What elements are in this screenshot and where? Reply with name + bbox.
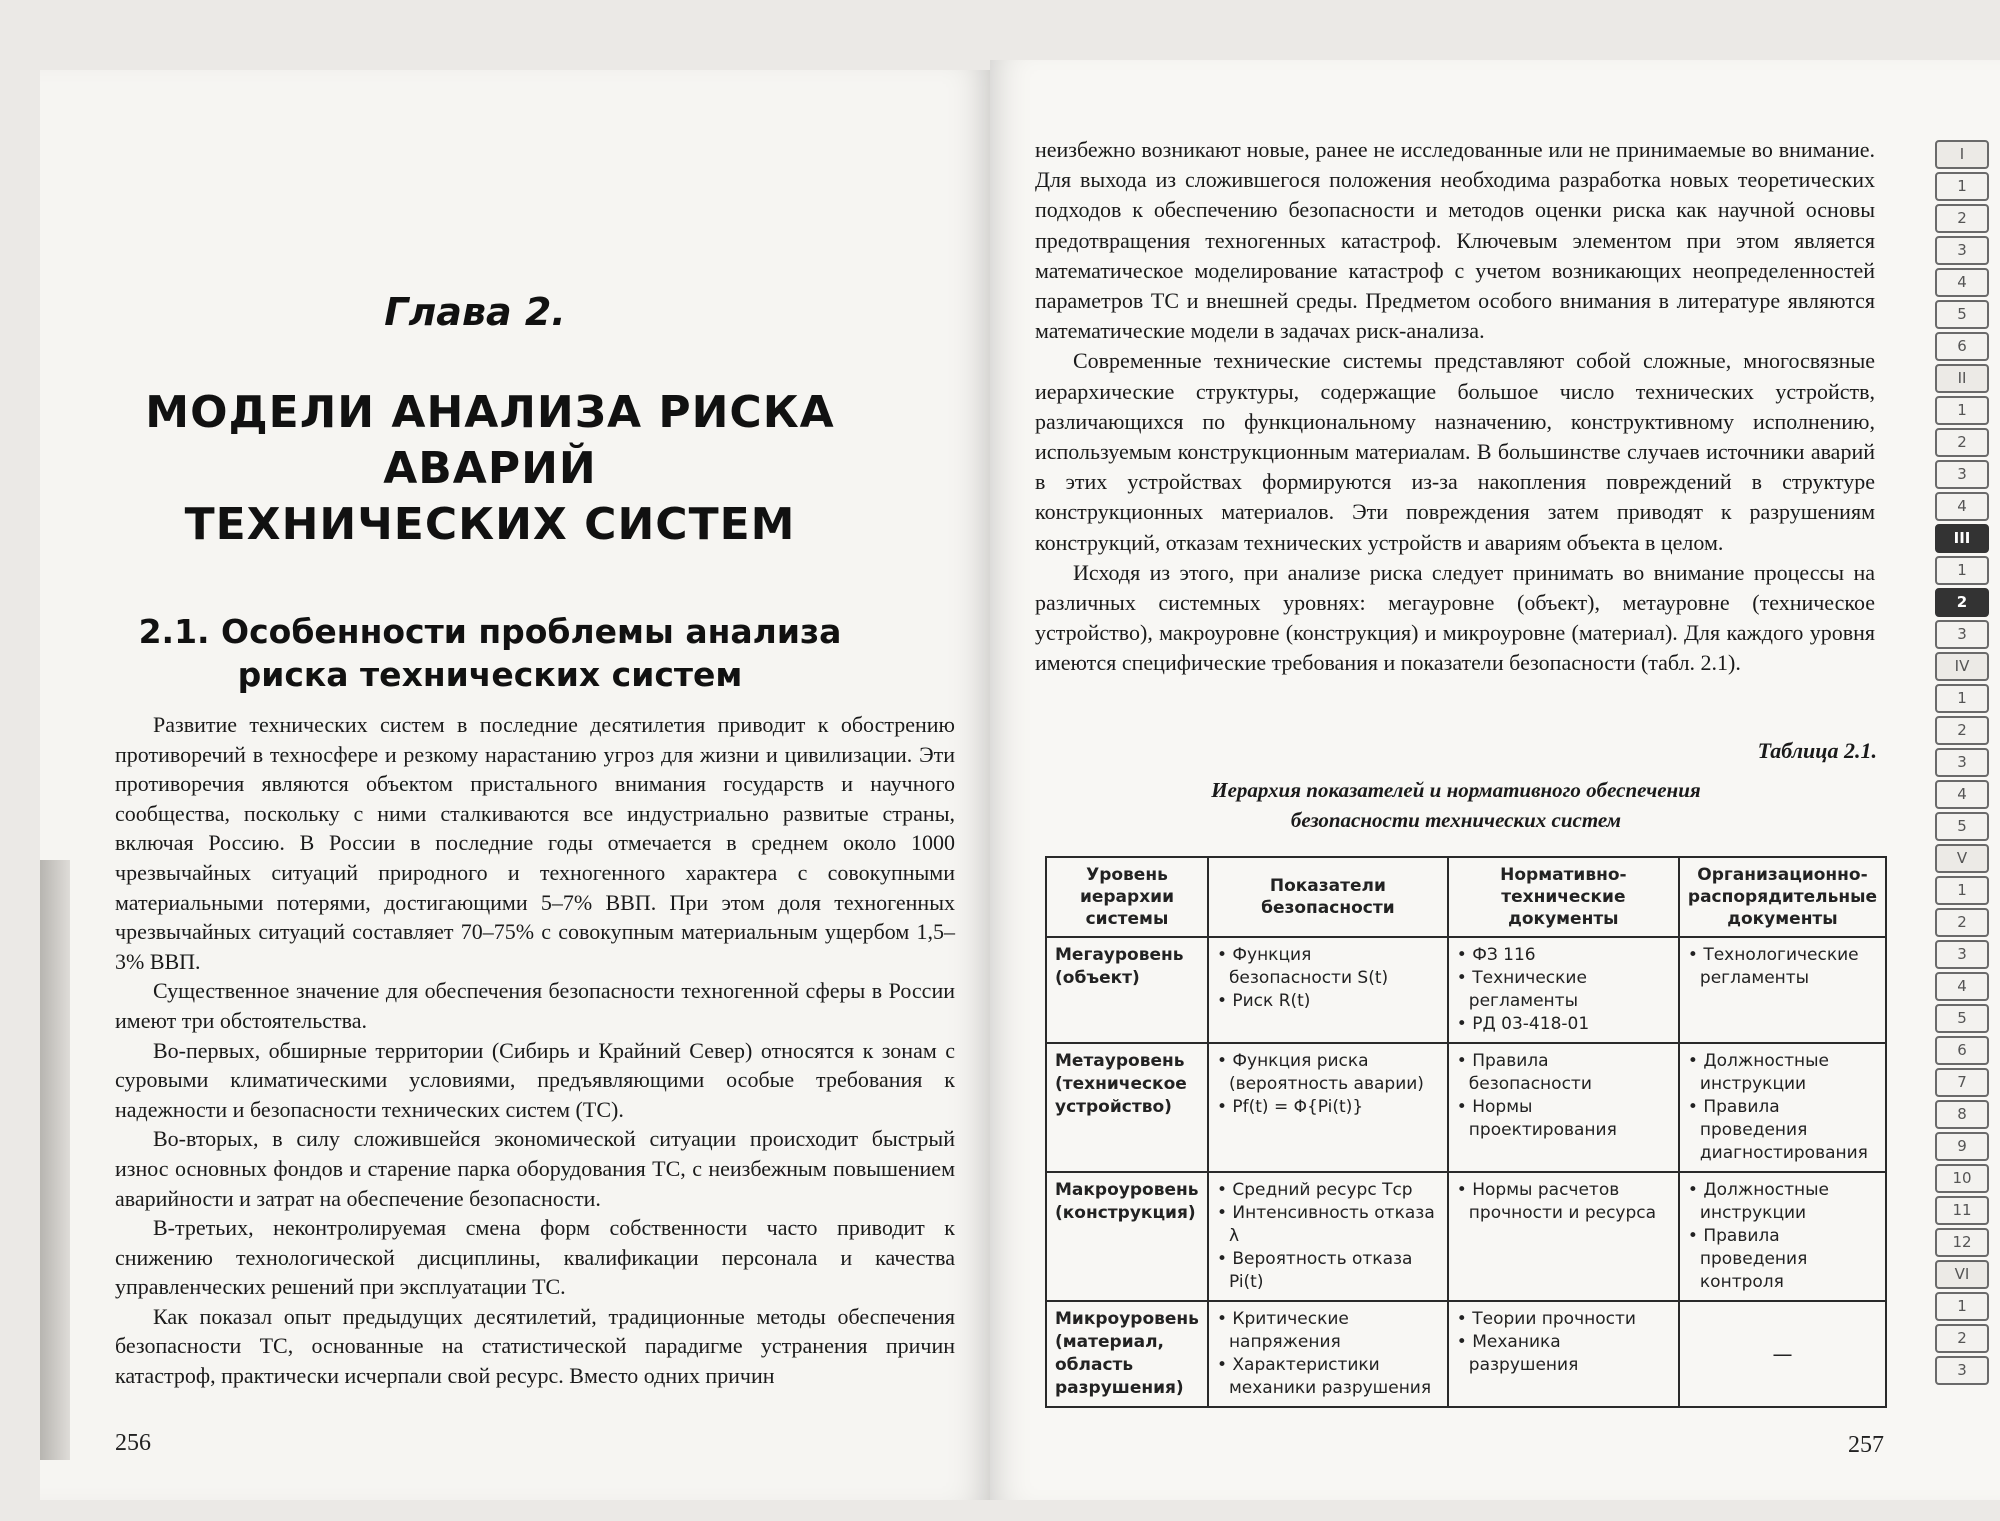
list-item: • Должностные инструкции bbox=[1688, 1179, 1877, 1225]
paragraph: В-третьих, неконтролируемая смена форм собственности часто приводит к снижению технологической дисциплины, квалификации персонала и качества управленческих решений при эксплуатации ТС. bbox=[115, 1215, 955, 1300]
level-cell: Микроуровень (материал, область разрушения) bbox=[1046, 1301, 1208, 1407]
thumb-tab[interactable]: 5 bbox=[1935, 812, 1989, 841]
column-header: Уровень иерархии системы bbox=[1046, 857, 1208, 937]
thumb-tab[interactable]: III bbox=[1935, 524, 1989, 553]
indicators-cell bbox=[1208, 937, 1448, 1043]
thumb-tab[interactable]: 3 bbox=[1935, 236, 1989, 265]
list-item: • Средний ресурс Tср bbox=[1217, 1179, 1439, 1202]
level-cell: Метауровень (техническое устройство) bbox=[1046, 1043, 1208, 1172]
page-number-right: 257 bbox=[1848, 1432, 1884, 1458]
paragraph: Во-вторых, в силу сложившейся экономической ситуации происходит быстрый износ основных фондов и старение парка оборудования ТС, с неизбежным повышением аварийности и затрат на обеспечение безопасности. bbox=[115, 1126, 955, 1211]
list-item: • ФЗ 116 bbox=[1457, 944, 1670, 967]
thumb-tab[interactable]: 11 bbox=[1935, 1196, 1989, 1225]
table-caption bbox=[1035, 775, 1877, 835]
paragraph: Исходя из этого, при анализе риска следует принимать во внимание процессы на различных системных уровнях: мегауровне (объект), метауровне (техническое устройство), макроуровне (конструкция) и микроуровне (материал). Для каждого уровня имеются специфические требования и показатели безопасности (табл. 2.1). bbox=[1035, 559, 1875, 676]
list-item: • Нормы проектирования bbox=[1457, 1096, 1670, 1142]
thumb-tab[interactable]: 2 bbox=[1935, 588, 1989, 617]
table-row bbox=[1046, 1043, 1886, 1172]
list-item: • Функция риска (вероятность аварии) bbox=[1217, 1050, 1439, 1096]
thumb-tab[interactable]: 3 bbox=[1935, 940, 1989, 969]
thumb-tab[interactable]: 5 bbox=[1935, 1004, 1989, 1033]
section-title-line-1: 2.1. Особенности проблемы анализа bbox=[138, 612, 842, 651]
list-item: • Технологические регламенты bbox=[1688, 944, 1877, 990]
thumb-tab[interactable]: 1 bbox=[1935, 684, 1989, 713]
table-caption-line-1: Иерархия показателей и нормативного обеспечения bbox=[1211, 778, 1701, 802]
list-item: • Вероятность отказа Pi(t) bbox=[1217, 1248, 1439, 1294]
right-page-body bbox=[1035, 135, 1875, 679]
organizational-cell-empty: — bbox=[1679, 1301, 1886, 1407]
indicators-cell bbox=[1208, 1301, 1448, 1407]
thumb-tab[interactable]: 1 bbox=[1935, 556, 1989, 585]
thumb-tab[interactable]: 6 bbox=[1935, 332, 1989, 361]
thumb-tab[interactable]: 1 bbox=[1935, 876, 1989, 905]
thumb-tab[interactable]: V bbox=[1935, 844, 1989, 873]
thumb-tab[interactable]: VI bbox=[1935, 1260, 1989, 1289]
section-title-line-2: риска технических систем bbox=[237, 655, 743, 694]
list-item: • Теории прочности bbox=[1457, 1308, 1670, 1331]
column-header: Показатели безопасности bbox=[1208, 857, 1448, 937]
thumb-tab[interactable]: 7 bbox=[1935, 1068, 1989, 1097]
list-item: • РД 03-418-01 bbox=[1457, 1013, 1670, 1036]
thumb-tab[interactable]: 5 bbox=[1935, 300, 1989, 329]
thumb-tab[interactable]: 4 bbox=[1935, 780, 1989, 809]
organizational-cell bbox=[1679, 1172, 1886, 1301]
thumb-tab[interactable]: 1 bbox=[1935, 172, 1989, 201]
chapter-title: Глава 2. bbox=[384, 290, 566, 334]
list-item: • Нормы расчетов прочности и ресурса bbox=[1457, 1179, 1670, 1225]
thumb-tab[interactable]: 10 bbox=[1935, 1164, 1989, 1193]
organizational-cell bbox=[1679, 1043, 1886, 1172]
paragraph: Существенное значение для обеспечения безопасности техногенной сферы в России имеют три обстоятельства. bbox=[115, 978, 955, 1033]
list-item: • Правила безопасности bbox=[1457, 1050, 1670, 1096]
table-row bbox=[1046, 1172, 1886, 1301]
thumb-tab[interactable]: 2 bbox=[1935, 1324, 1989, 1353]
thumb-tab[interactable]: IV bbox=[1935, 652, 1989, 681]
paragraph: неизбежно возникают новые, ранее не исследованные или не принимаемые во внимание. Для выхода из сложившегося положения необходима разработка новых теоретических подходов к обеспечению безопасности и методов оценки риска как научной основы предотвращения техногенных катастроф. Ключевым элементом при этом является математическое моделирование катастроф с учетом возникающих неопределенностей параметров ТС и внешней среды. Предметом особого внимания в литературе являются математические модели в задачах риск-анализа. bbox=[1035, 137, 1875, 344]
column-header: Нормативно-технические документы bbox=[1448, 857, 1679, 937]
thumb-tab[interactable]: 3 bbox=[1935, 620, 1989, 649]
table-caption-line-2: безопасности технических систем bbox=[1290, 808, 1622, 832]
indicators-cell bbox=[1208, 1172, 1448, 1301]
hierarchy-table bbox=[1045, 856, 1887, 1408]
table-label: Таблица 2.1. bbox=[1757, 738, 1877, 763]
paragraph: Во-первых, обширные территории (Сибирь и Крайний Север) относятся к зонам с суровыми климатическими условиями, предъявляющими особые требования к надежности и безопасности технических систем (ТС). bbox=[115, 1037, 955, 1122]
main-title bbox=[90, 385, 890, 553]
normative-cell bbox=[1448, 1301, 1679, 1407]
paragraph: Как показал опыт предыдущих десятилетий, традиционные методы обеспечения безопасности ТС, основанные на статистической парадигме устранения причин катастроф, практически исчерпали свой ресурс. Вместо одних причин bbox=[115, 1303, 955, 1389]
level-cell: Мегауровень (объект) bbox=[1046, 937, 1208, 1043]
section-title bbox=[110, 610, 870, 696]
page-number-left: 256 bbox=[115, 1430, 151, 1456]
table-header-row bbox=[1046, 857, 1886, 937]
list-item: • Критические напряжения bbox=[1217, 1308, 1439, 1354]
list-item: • Интенсивность отказа λ bbox=[1217, 1202, 1439, 1248]
list-item: • Правила проведения диагностирования bbox=[1688, 1096, 1877, 1165]
list-item: • Характеристики механики разрушения bbox=[1217, 1354, 1439, 1400]
thumb-tab[interactable]: 2 bbox=[1935, 428, 1989, 457]
level-cell: Макроуровень (конструкция) bbox=[1046, 1172, 1208, 1301]
thumb-tab[interactable]: 4 bbox=[1935, 972, 1989, 1001]
thumb-tab[interactable]: 3 bbox=[1935, 1356, 1989, 1385]
main-title-line-2: ТЕХНИЧЕСКИХ СИСТЕМ bbox=[184, 499, 796, 550]
thumb-tab[interactable]: I bbox=[1935, 140, 1989, 169]
list-item: • Pf(t) = Φ{Pi(t)} bbox=[1217, 1096, 1439, 1119]
thumb-index-tabs bbox=[1935, 140, 1995, 1388]
indicators-cell bbox=[1208, 1043, 1448, 1172]
thumb-tab[interactable]: 2 bbox=[1935, 204, 1989, 233]
list-item: • Риск R(t) bbox=[1217, 990, 1439, 1013]
thumb-tab[interactable]: 1 bbox=[1935, 1292, 1989, 1321]
list-item: • Технические регламенты bbox=[1457, 967, 1670, 1013]
thumb-tab[interactable]: 4 bbox=[1935, 492, 1989, 521]
column-header: Организационно-распорядительные документы bbox=[1679, 857, 1886, 937]
left-page-body bbox=[115, 710, 955, 1391]
list-item: • Функция безопасности S(t) bbox=[1217, 944, 1439, 990]
thumb-tab[interactable]: II bbox=[1935, 364, 1989, 393]
list-item: • Должностные инструкции bbox=[1688, 1050, 1877, 1096]
paragraph: Современные технические системы представляют собой сложные, многосвязные иерархические структуры, содержащие большое число технических устройств, различающихся по функциональному назначению, конструктивному исполнению, используемым конструкционным материалам. В большинстве случаев источники аварий в этих устройствах формируются из-за накопления повреждений в структуре конструкционных материалов. Эти повреждения затем приводят к разрушениям конструкций, отказам технических устройств и авариям объекта в целом. bbox=[1035, 348, 1875, 555]
table-row bbox=[1046, 1301, 1886, 1407]
normative-cell bbox=[1448, 1172, 1679, 1301]
normative-cell bbox=[1448, 937, 1679, 1043]
table-row bbox=[1046, 937, 1886, 1043]
thumb-tab[interactable]: 12 bbox=[1935, 1228, 1989, 1257]
thumb-tab[interactable]: 6 bbox=[1935, 1036, 1989, 1065]
thumb-tab[interactable]: 8 bbox=[1935, 1100, 1989, 1129]
thumb-tab[interactable]: 2 bbox=[1935, 716, 1989, 745]
paragraph: Развитие технических систем в последние десятилетия приводит к обострению противоречий в техносфере и резкому нарастанию угроз для жизни и цивилизации. Эти противоречия являются объектом пристального внимания государств и научного сообщества, поскольку с ними сталкиваются все индустриально развитые страны, включая Россию. В России в последние годы отмечается в среднем около 1000 чрезвычайных ситуаций природного и техногенного характера с совокупными материальными потерями, достигающими 5–7% ВВП. При этом доля техногенных чрезвычайных ситуаций составляет 70–75% с совокупным материальным ущербом 1,5–3% ВВП. bbox=[115, 712, 955, 974]
thumb-tab[interactable]: 4 bbox=[1935, 268, 1989, 297]
thumb-tab[interactable]: 1 bbox=[1935, 396, 1989, 425]
thumb-tab[interactable]: 3 bbox=[1935, 748, 1989, 777]
thumb-tab[interactable]: 9 bbox=[1935, 1132, 1989, 1161]
thumb-tab[interactable]: 3 bbox=[1935, 460, 1989, 489]
list-item: • Правила проведения контроля bbox=[1688, 1225, 1877, 1294]
book-edge-shadow bbox=[40, 860, 70, 1460]
normative-cell bbox=[1448, 1043, 1679, 1172]
organizational-cell bbox=[1679, 937, 1886, 1043]
main-title-line-1: МОДЕЛИ АНАЛИЗА РИСКА АВАРИЙ bbox=[145, 387, 835, 494]
thumb-tab[interactable]: 2 bbox=[1935, 908, 1989, 937]
list-item: • Механика разрушения bbox=[1457, 1331, 1670, 1377]
